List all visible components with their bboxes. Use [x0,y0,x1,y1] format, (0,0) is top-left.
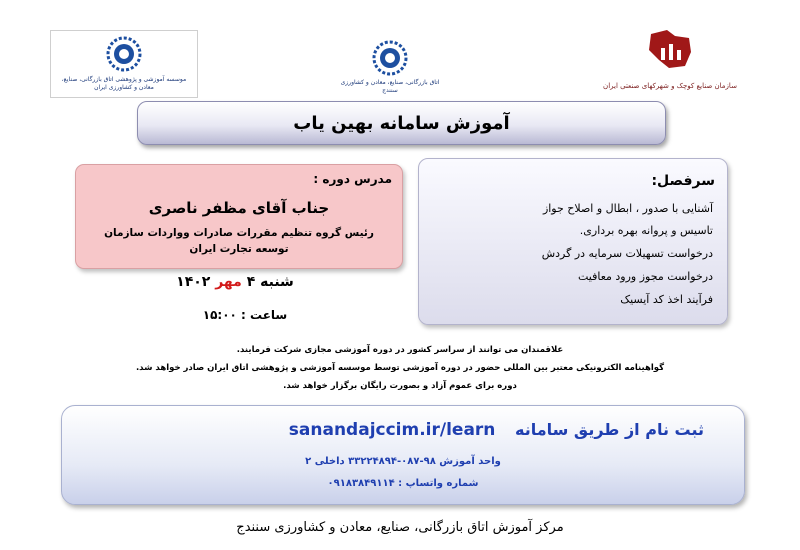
instructor-label: مدرس دوره : [313,172,392,186]
syllabus-box [418,158,728,325]
instructor-box [75,164,403,269]
course-time: ساعت : ۱۵:۰۰ [202,308,288,322]
date-year: ۱۴۰۲ [176,274,211,290]
whatsapp-number: شماره واتساپ : ۰۹۱۸۳۸۴۹۱۱۴ [327,478,479,489]
globe-emblem-icon [94,34,154,74]
title-banner [137,101,666,145]
notice-line: دوره برای عموم آزاد و بصورت رایگان برگزار خواهد شد. [283,381,517,391]
date-day: شنبه ۴ [246,274,294,290]
date-month: مهر [215,274,242,290]
globe-emblem-icon [360,38,420,78]
course-date [140,274,330,290]
syllabus-item: تاسیس و پروانه بهره برداری. [579,224,713,237]
industrial-estates-logo [600,28,740,98]
syllabus-item: فرآیند اخذ کد آیسیک [620,293,713,306]
right-logo-caption: سازمان صنایع کوچک و شهرکهای صنعتی ایران [603,82,737,90]
registration-box [61,405,745,505]
center-logo-caption: اتاق بازرگانی، صنایع، معادن و کشاورزی سنندج [340,79,440,94]
education-unit-phone: واحد آموزش ۹۸-۰۸۷-۳۳۲۲۴۸۹۴ داخلی ۲ [305,456,501,467]
syllabus-item: درخواست مجوز ورود معافیت [577,270,713,283]
page-title: آموزش سامانه بهین یاب [293,112,510,134]
instructor-name: جناب آقای مظفر ناصری [148,199,330,217]
sanandaj-chamber-logo [335,38,445,98]
notice-line: علاقمندان می توانند از سراسر کشور در دوره آموزشی مجازی شرکت فرمایند. [236,345,564,355]
instructor-title: رئیس گروه تنظیم مقررات صادرات وواردات سازمان توسعه تجارت ایران [104,227,374,255]
registration-label: ثبت نام از طریق سامانه [514,420,704,439]
registration-url-link[interactable]: sanandajccim.ir/learn [288,420,496,440]
syllabus-header: سرفصل: [651,173,715,189]
iran-map-factory-icon [645,28,695,70]
iccim-institute-logo [50,30,198,98]
registration-line [289,420,704,440]
notice-line: گواهینامه الکترونیکی معتبر بین المللی حضور در دوره آموزشی توسط موسسه آموزشی و پژوهشی اتاق ایران صادر خواهد شد. [135,363,665,373]
footer-text: مرکز آموزش اتاق بازرگانی، صنایع، معادن و کشاورزی سنندج [236,520,564,535]
syllabus-item: آشنایی با صدور ، ابطال و اصلاح جواز [542,202,713,215]
syllabus-item: درخواست تسهیلات سرمایه در گردش [541,247,713,260]
left-logo-caption: موسسه آموزشی و پژوهشی اتاق بازرگانی، صنایع، معادن و کشاورزی ایران [61,76,187,91]
